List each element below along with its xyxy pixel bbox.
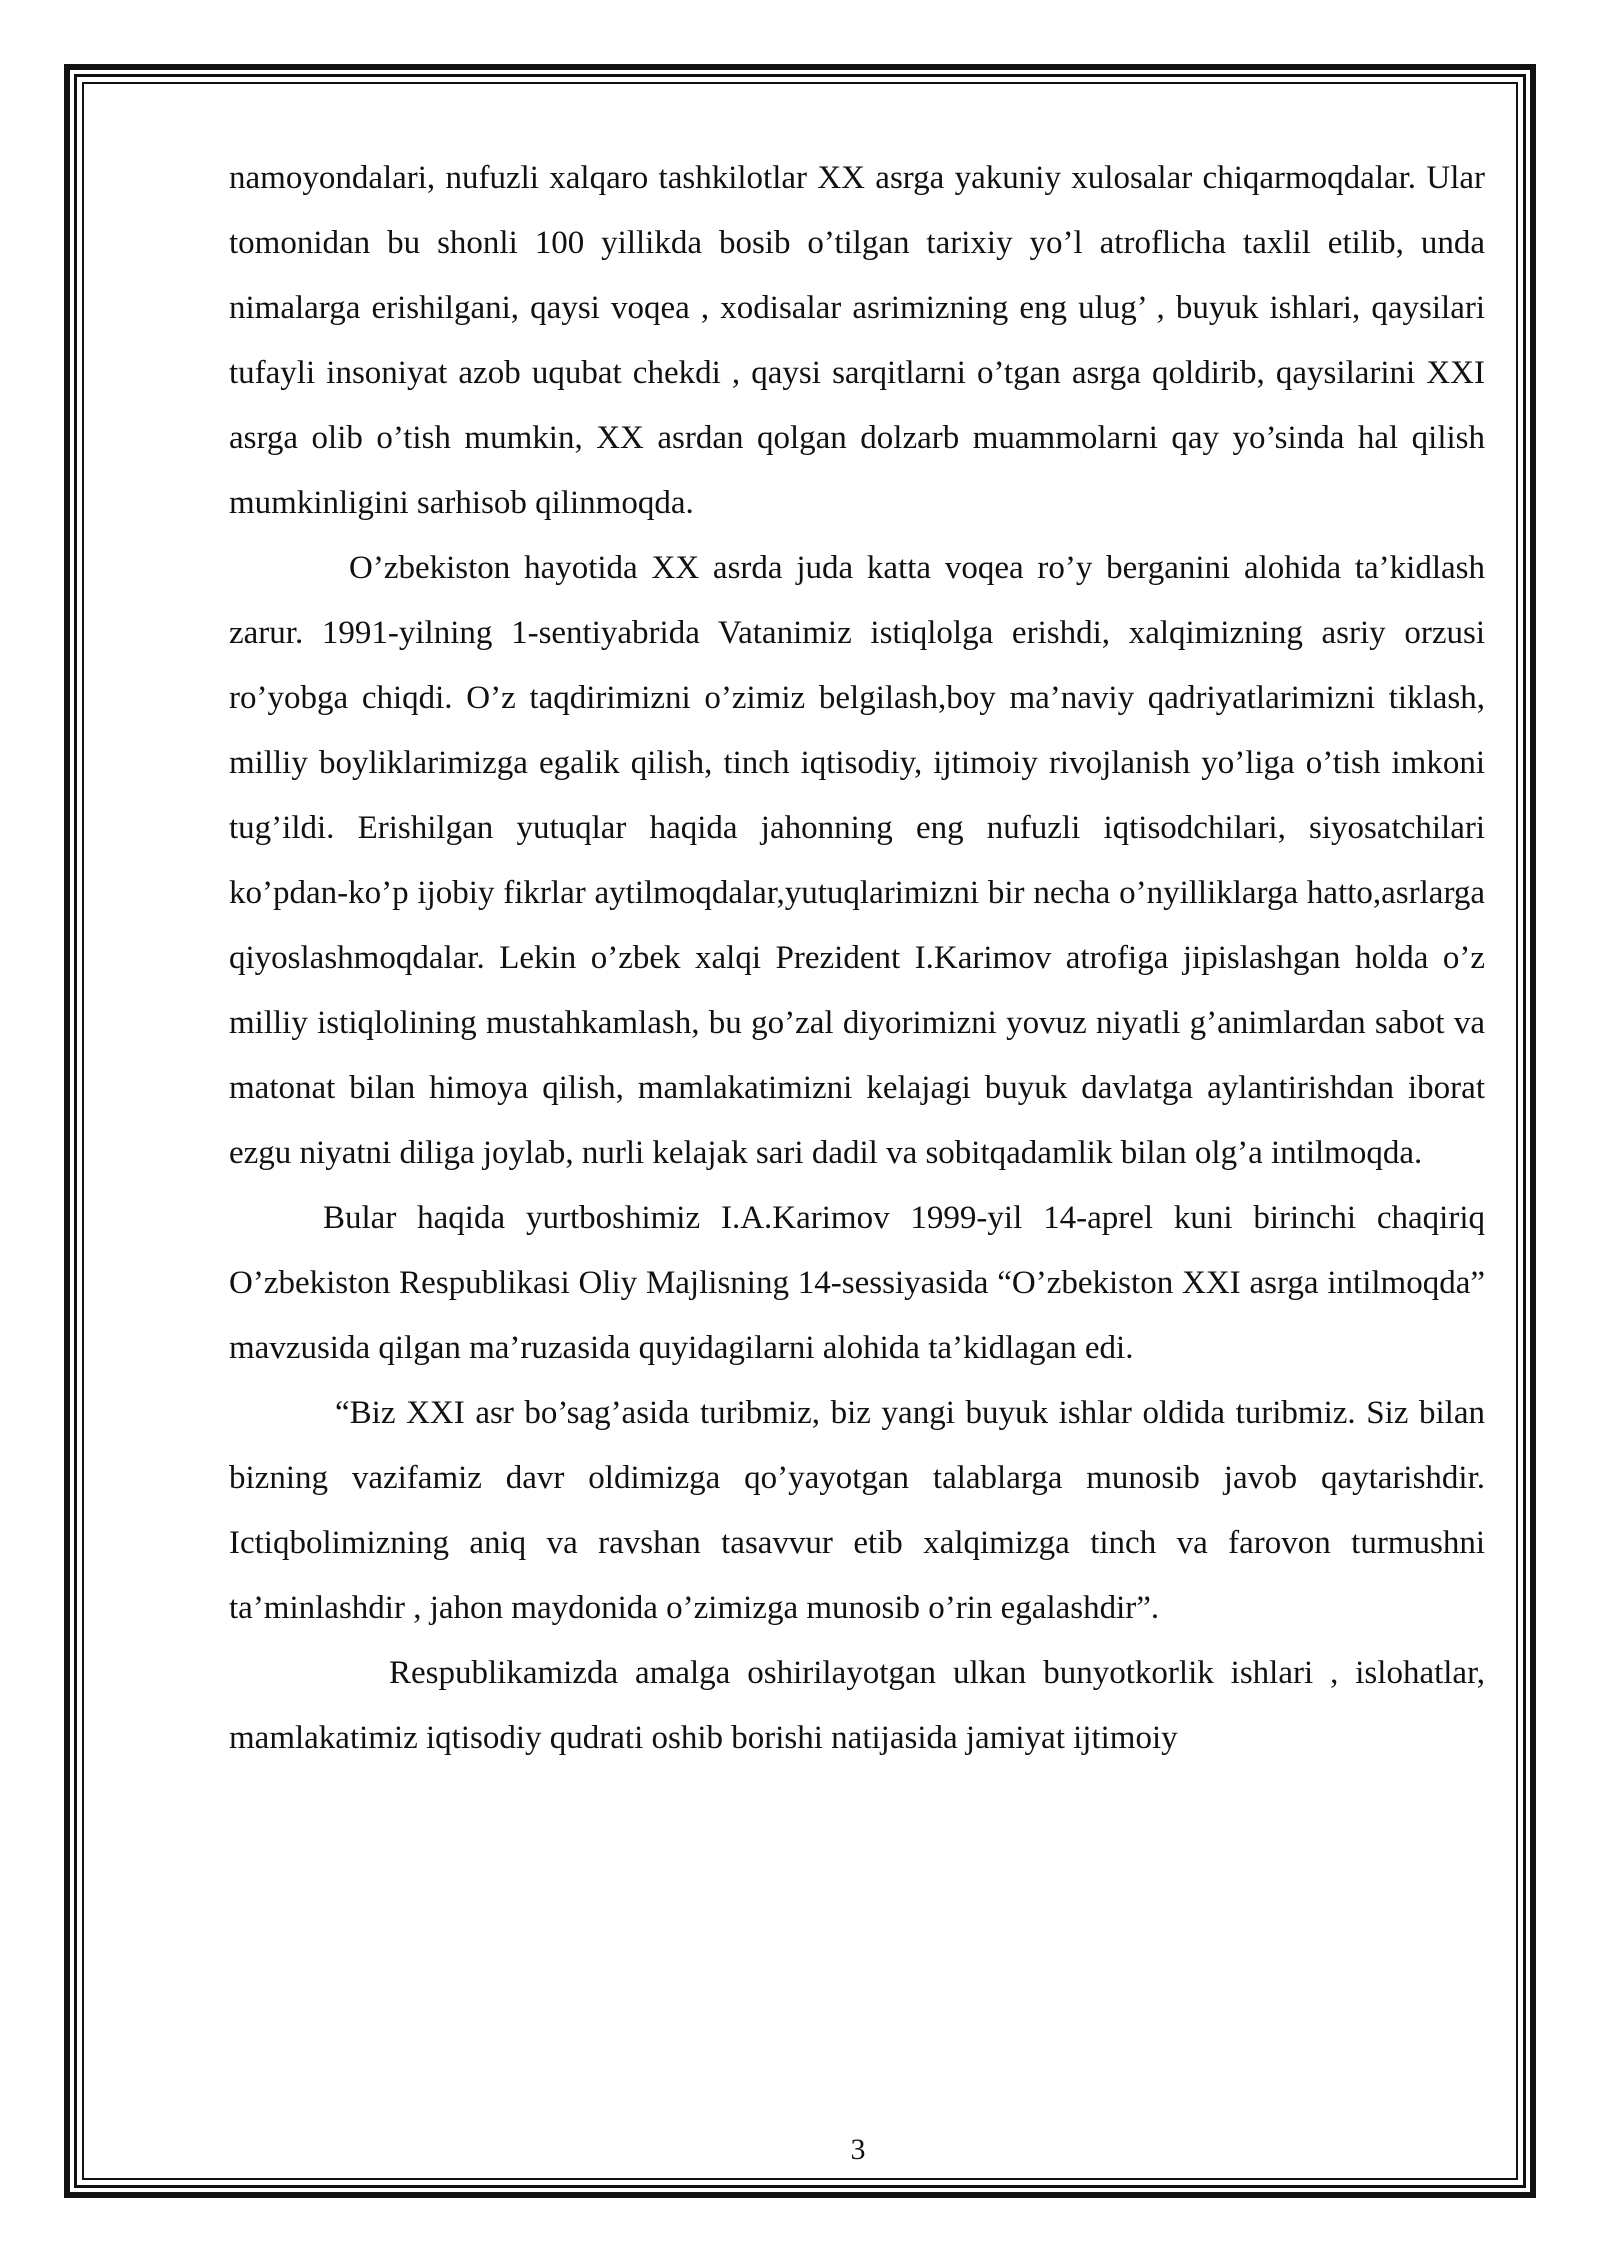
paragraph-reforms: Respublikamizda amalga oshirilayotgan ulkan bunyotkorlik ishlari , islohatlar, mamlakatimiz iqtisodiy qudrati oshib borishi natijasida jamiyat ijtimoiy — [229, 1655, 1485, 1756]
document-body — [229, 146, 1485, 1771]
paragraph-quote: “Biz XXI asr bo’sag’asida turibmiz, biz yangi buyuk ishlar oldida turibmiz. Siz bilan bizning vazifamiz davr oldimizga qo’yayotgan talablarga munosib javob qaytarishdir. Ictiqbolimizning aniq va ravshan tasavvur etib xalqimizga tinch va farovon turmushni ta’minlashdir , jahon maydonida o’zimizga munosib o’rin egalashdir”. — [229, 1395, 1485, 1626]
paragraph-continuation: namoyondalari, nufuzli xalqaro tashkilotlar XX asrga yakuniy xulosalar chiqarmoqdalar. Ular tomonidan bu shonli 100 yillikda bosib o’tilgan tarixiy yo’l atroflicha taxlil etilib, unda nimalarga erishilgani, qaysi voqea , xodisalar asrimizning eng ulug’ , buyuk ishlari, qaysilari tufayli insoniyat azob uqubat chekdi , qaysi sarqitlarni o’tgan asrga qoldirib, qaysilarini XXI asrga olib o’tish mumkin, XX asrdan qolgan dolzarb muammolarni qay yo’sinda hal qilish mumkinligini sarhisob qilinmoqda. — [229, 160, 1485, 521]
paragraph-independence: O’zbekiston hayotida XX asrda juda katta voqea ro’y berganini alohida ta’kidlash zarur. 1991-yilning 1-sentiyabrida Vatanimiz istiqlolga erishdi, xalqimizning asriy orzusi ro’yobga chiqdi. O’z taqdirimizni o’zimiz belgilash,boy ma’naviy qadriyatlarimizni tiklash, milliy boyliklarimizga egalik qilish, tinch iqtisodiy, ijtimoiy rivojlanish yo’liga o’tish imkoni tug’ildi. Erishilgan yutuqlar haqida jahonning eng nufuzli iqtisodchilari, siyosatchilari ko’pdan-ko’p ijobiy fikrlar aytilmoqdalar,yutuqlarimizni bir necha o’nyilliklarga hatto,asrlarga qiyoslashmoqdalar. Lekin o’zbek xalqi Prezident I.Karimov atrofiga jipislashgan holda o’z milliy istiqlolining mustahkamlash, bu go’zal diyorimizni yovuz niyatli g’animlardan sabot va matonat bilan himoya qilish, mamlakatimizni kelajagi buyuk davlatga aylantirishdan iborat ezgu niyatni diliga joylab, nurli kelajak sari dadil va sobitqadamlik bilan olg’a intilmoqda. — [229, 550, 1485, 1171]
paragraph-president-speech-intro: Bular haqida yurtboshimiz I.A.Karimov 1999-yil 14-aprel kuni birinchi chaqiriq O’zbekiston Respublikasi Oliy Majlisning 14-sessiyasida “O’zbekiston XXI asrga intilmoqda” mavzusida qilgan ma’ruzasida quyidagilarni alohida ta’kidlagan edi. — [229, 1200, 1485, 1366]
page-number: 3 — [850, 2133, 866, 2166]
